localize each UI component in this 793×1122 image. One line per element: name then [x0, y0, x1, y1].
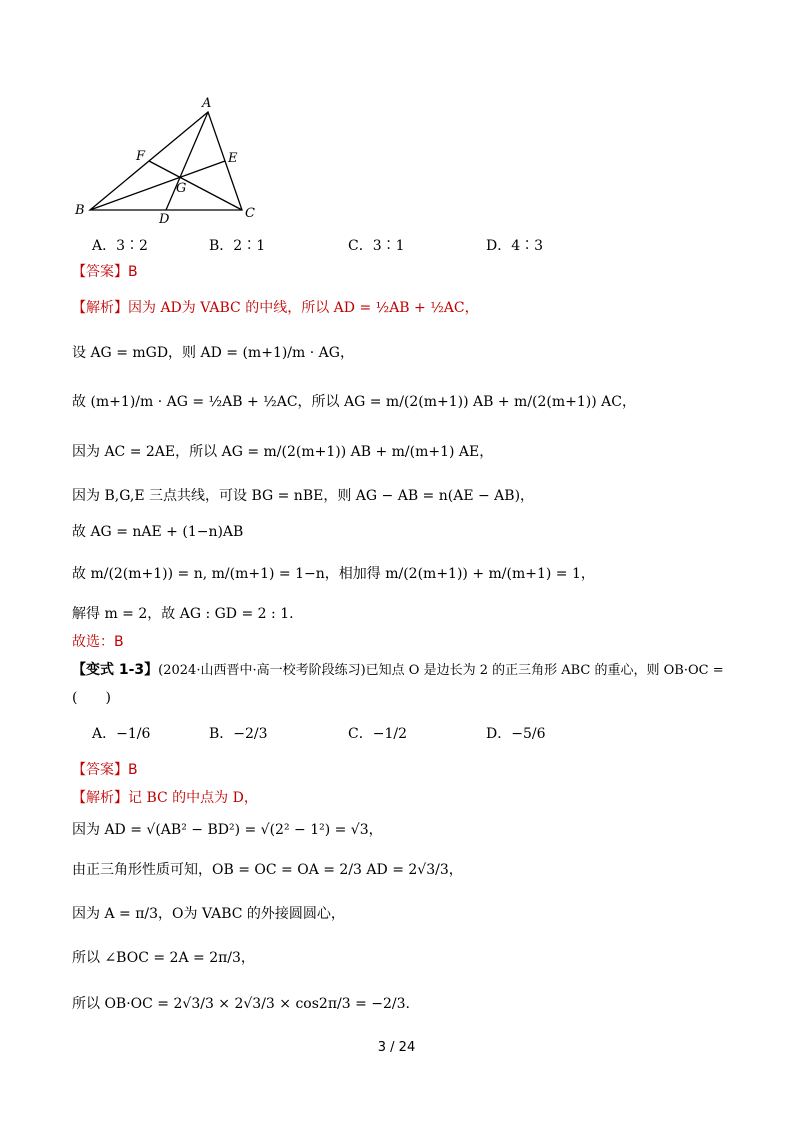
q2-stem — [72, 662, 724, 679]
q2-option-a[interactable]: A．−1/6 — [92, 726, 151, 742]
label-a: A — [202, 96, 212, 111]
q1-option-a[interactable]: A．3∶2 — [92, 238, 148, 254]
q1-analysis-line-6: 故 AG = nAE + (1−n)AB — [72, 524, 244, 540]
label-b: B — [75, 203, 85, 218]
label-e: E — [228, 151, 238, 166]
label-g: G — [176, 181, 187, 196]
label-d: D — [159, 212, 170, 227]
q1-analysis-tag: 【解析】 — [72, 300, 128, 316]
q1-analysis-line-7: 故 m/(2(m+1)) = n, m/(m+1) = 1−n，相加得 m/(2(m+1)) + m/(m+1) = 1， — [72, 566, 595, 582]
q1-analysis-line-5: 因为 B,G,E 三点共线，可设 BG = nBE，则 AG − AB = n(AE − AB)， — [72, 488, 535, 504]
q2-analysis-line-1: 【解析】 记 BC 的中点为 D， — [72, 790, 258, 806]
q2-analysis-line-4: 因为 A = π/3，O为 VABC 的外接圆圆心， — [72, 906, 345, 922]
q2-option-b[interactable]: B．−2/3 — [209, 726, 268, 742]
q1-answer — [72, 264, 138, 281]
q2-analysis-line-3: 由正三角形性质可知，OB = OC = OA = 2/3 AD = 2√3/3， — [72, 862, 463, 878]
q2-answer — [72, 762, 138, 779]
q2-answer-tag: 【答案】 — [72, 762, 128, 778]
label-c: C — [245, 206, 255, 221]
median-ad — [166, 112, 208, 210]
page-number: 3 / 24 — [377, 1040, 416, 1055]
q2-stem-text: (2024·山西晋中·高一校考阶段练习)已知点 O 是边长为 2 的正三角形 ABC 的重心，则 OB·OC = — [158, 662, 724, 678]
q2-answer-value: B — [128, 762, 138, 778]
q2-option-c[interactable]: C．−1/2 — [348, 726, 407, 742]
q1-analysis-line-1: 【解析】 因为 AD为 VABC 的中线，所以 AD = ½AB + ½AC， — [72, 300, 479, 316]
label-f: F — [136, 149, 146, 164]
triangle-abc — [90, 112, 242, 210]
q1-option-c[interactable]: C．3∶1 — [348, 238, 405, 254]
q1-option-d[interactable]: D．4∶3 — [486, 238, 544, 254]
q1-analysis-line-8: 解得 m = 2，故 AG : GD = 2 : 1. — [72, 606, 294, 622]
q2-analysis-line-2: 因为 AD = √(AB² − BD²) = √(2² − 1²) = √3， — [72, 822, 383, 838]
q2-paren: ( ) — [72, 690, 111, 706]
q1-analysis-line-3: 故 (m+1)/m · AG = ½AB + ½AC，所以 AG = m/(2(m+1)) AB + m/(2(m+1)) AC， — [72, 394, 636, 410]
q2-analysis-tag: 【解析】 — [72, 790, 128, 806]
q1-choice: 故选：B — [72, 634, 124, 650]
q1-analysis-line-4: 因为 AC = 2AE，所以 AG = m/(2(m+1)) AB + m/(m+1) AE， — [72, 444, 494, 460]
q2-analysis-line-5: 所以 ∠BOC = 2A = 2π/3， — [72, 950, 255, 966]
q1-answer-tag: 【答案】 — [72, 264, 128, 280]
q2-tag: 【变式 1-3】 — [72, 662, 159, 678]
triangle-figure — [70, 90, 270, 230]
q2-analysis-line-6: 所以 OB·OC = 2√3/3 × 2√3/3 × cos2π/3 = −2/3. — [72, 996, 410, 1012]
q2-option-d[interactable]: D．−5/6 — [486, 726, 546, 742]
q1-analysis-line-2: 设 AG = mGD，则 AD = (m+1)/m · AG， — [72, 345, 354, 361]
q1-answer-value: B — [128, 264, 138, 280]
q1-option-b[interactable]: B．2∶1 — [209, 238, 266, 254]
median-be — [90, 161, 225, 210]
